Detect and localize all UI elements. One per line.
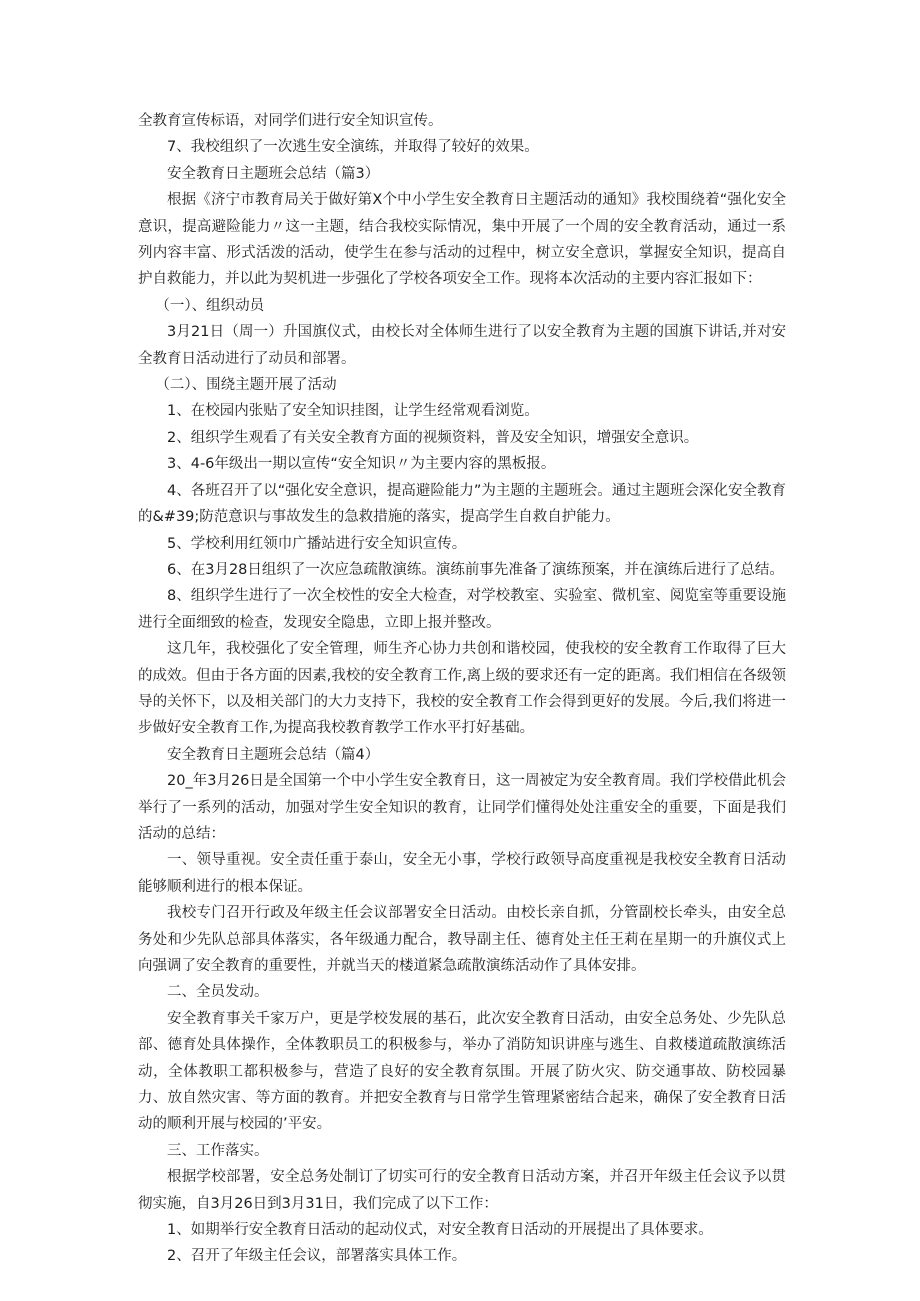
list-item: 4、各班召开了以“强化安全意识，提高避险能力”为主题的主题班会。通过主题班会深化安全教育的&#39;防范意识与事故发生的急救措施的落实，提高学生自救自护能力。 <box>138 482 786 526</box>
subsection-heading: 二、全员发动。 <box>167 984 269 1001</box>
list-item: 6、在3月28日组织了一次应急疏散演练。演练前事先准备了演练预案，并在演练后进行了总结。 <box>167 561 784 578</box>
paragraph: 7、我校组织了一次逃生安全演练，并取得了较好的效果。 <box>167 139 539 156</box>
list-item: 5、学校利用红领巾广播站进行安全知识宣传。 <box>167 535 467 552</box>
list-item: 1、在校园内张贴了安全知识挂图，让学生经常观看浏览。 <box>167 403 539 420</box>
subsection-heading: 三、工作落实。 <box>167 1142 269 1159</box>
paragraph: 根据学校部署，安全总务处制订了切实可行的安全教育日活动方案，并召开年级主任会议予以贯彻实施，自3月26日到3月31日，我们完成了以下工作： <box>138 1169 786 1212</box>
list-item: 8、组织学生进行了一次全校性的安全大检查，对学校教室、实验室、微机室、阅览室等重要设施进行全面细致的检查，发现安全隐患，立即上报并整改。 <box>138 588 786 631</box>
document-body <box>138 108 786 1270</box>
paragraph: 我校专门召开行政及年级主任会议部署安全日活动。由校长亲自抓，分管副校长牵头，由安全总务处和少先队总部具体落实，各年级通力配合，教导副主任、德育处主任王莉在星期一的升旗仪式上向强调了安全教育的重要性，并就当天的楼道紧急疏散演练活动作了具体安排。 <box>138 905 786 974</box>
paragraph: 这几年，我校强化了安全管理，师生齐心协力共创和谐校园，使我校的安全教育工作取得了巨大的成效。但由于各方面的因素,我校的安全教育工作,离上级的要求还有一定的距离。我们相信在各级领导的关怀下，以及相关部门的大力支持下，我校的安全教育工作会得到更好的发展。今后,我们将进一步做好安全教育工作,为提高我校教育教学工作水平打好基础。 <box>138 641 786 737</box>
section-heading: 安全教育日主题班会总结（篇4） <box>167 746 380 763</box>
list-item: 2、召开了年级主任会议，部署落实具体工作。 <box>167 1248 467 1265</box>
subsection-heading: （二）、围绕主题开展了活动 <box>155 377 337 394</box>
paragraph: 一、领导重视。安全责任重于泰山，安全无小事，学校行政领导高度重视是我校安全教育日活动能够顺利进行的根本保证。 <box>138 852 786 895</box>
paragraph: 3月21日（周一）升国旗仪式，由校长对全体师生进行了以安全教育为主题的国旗下讲话,并对安全教育日活动进行了动员和部署。 <box>138 324 786 367</box>
list-item: 3、4-6年级出一期以宣传“安全知识〃为主要内容的黑板报。 <box>167 456 556 473</box>
list-item: 1、如期举行安全教育日活动的起动仪式，对安全教育日活动的开展提出了具体要求。 <box>167 1222 713 1239</box>
section-heading: 安全教育日主题班会总结（篇3） <box>167 165 380 182</box>
paragraph: 全教育宣传标语，对同学们进行安全知识宣传。 <box>138 113 443 129</box>
paragraph: 根据《济宁市教育局关于做好第X个中小学生安全教育日主题活动的通知》我校围绕着“强化安全意识，提高避险能力〃这一主题，结合我校实际情况，集中开展了一个周的安全教育活动，通过一系列内容丰富、形式活泼的活动，使学生在参与活动的过程中，树立安全意识，掌握安全知识，提高自护自救能力，并以此为契机进一步强化了学校各项安全工作。现将本次活动的主要内容汇报如下： <box>138 192 786 288</box>
list-item: 2、组织学生观看了有关安全教育方面的视频资料，普及安全知识，增强安全意识。 <box>167 429 699 446</box>
paragraph: 20_年3月26日是全国第一个中小学生安全教育日，这一周被定为安全教育周。我们学校借此机会举行了一系列的活动，加强对学生安全知识的教育，让同学们懂得处处注重安全的重要，下面是我们活动的总结： <box>138 773 786 842</box>
paragraph: 安全教育事关千家万户，更是学校发展的基石，此次安全教育日活动，由安全总务处、少先队总部、德育处具体操作，全体教职员工的积极参与，举办了消防知识讲座与逃生、自救楼道疏散演练活动，全体教职工都积极参与，营造了良好的安全教育氛围。开展了防火灾、防交通事故、防校园暴力、放自然灾害、等方面的教育。并把安全教育与日常学生管理紧密结合起来，确保了安全教育日活动的顺利开展与校园的’平安。 <box>138 1010 786 1133</box>
subsection-heading: （一）、组织动员 <box>155 297 265 314</box>
